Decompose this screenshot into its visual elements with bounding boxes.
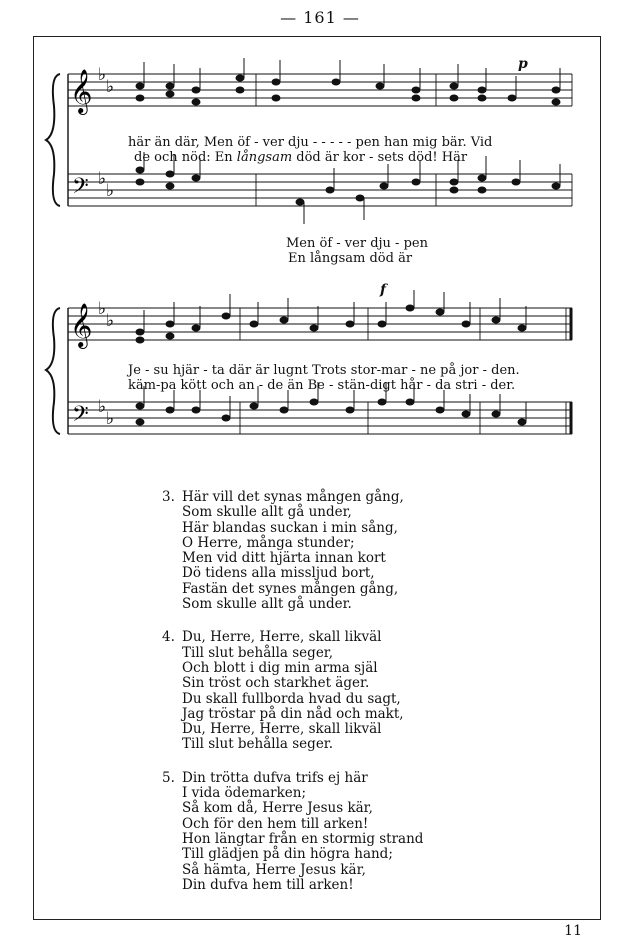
signature-mark: 11 xyxy=(564,923,582,939)
bass-clef-icon: 𝄢 xyxy=(72,174,89,204)
verse-line: Så kom då, Herre Jesus kär, xyxy=(182,800,373,817)
svg-text:♭: ♭ xyxy=(106,409,115,429)
svg-text:♭: ♭ xyxy=(106,181,115,201)
key-signature-icon xyxy=(98,65,114,201)
verse-line: Som skulle allt gå under. xyxy=(182,596,352,613)
verse-line: Jag tröstar på din nåd och makt, xyxy=(182,705,404,722)
verse-number: 3. xyxy=(162,489,175,505)
treble-clef-icon: 𝄞 xyxy=(70,303,93,347)
music-system-2 xyxy=(0,282,640,520)
verse-number: 5. xyxy=(162,769,175,786)
verse-number: 4. xyxy=(162,629,175,646)
svg-text:♭: ♭ xyxy=(98,299,107,319)
lyrics-system2-line1: Je - su hjär - ta där är lugnt Trots stor-mar - ne på jor - den. xyxy=(128,363,520,378)
verse-line: Men vid ditt hjärta innan kort xyxy=(182,550,386,567)
verse-line: Och för den hem till arken! xyxy=(182,815,369,832)
verse-line: I vida ödemarken; xyxy=(182,785,307,802)
verse-line: Till slut behålla seger, xyxy=(182,644,334,661)
verse-line: Här blandas suckan i min sång, xyxy=(182,519,398,536)
bass-clef-icon: 𝄢 xyxy=(72,402,89,432)
page-number: — 161 — xyxy=(280,8,360,27)
verse-line: Här vill det synas mången gång, xyxy=(182,489,404,505)
bass-notes xyxy=(136,167,561,206)
key-signature-icon xyxy=(98,299,114,429)
verse-4 xyxy=(162,629,423,753)
svg-text:♭: ♭ xyxy=(106,311,115,331)
lyrics-system1-bass-line1: Men öf - ver dju - pen xyxy=(286,236,428,251)
verse-line: Fastän det synes mången gång, xyxy=(182,580,399,597)
lyrics-system1-line2: de och nöd: En långsam död är kor - sets död! Här xyxy=(134,150,468,165)
verse-line: Du skall fullborda hvad du sagt, xyxy=(182,690,401,707)
lyrics-system1-bass-line2: En långsam död är xyxy=(288,251,413,266)
dynamic-forte: f xyxy=(380,282,387,298)
svg-text:♭: ♭ xyxy=(98,169,107,189)
verses-block xyxy=(162,489,424,908)
verse-line: Du, Herre, Herre, skall likväl xyxy=(182,629,382,646)
verse-line: Din trötta dufva trifs ej här xyxy=(182,769,368,786)
verse-line: Din dufva hem till arken! xyxy=(182,876,354,893)
verse-5 xyxy=(162,769,424,893)
lyrics-system1-line1: här än där, Men öf - ver dju - - - - - pen han mig bär. Vid xyxy=(128,135,493,150)
svg-text:♭: ♭ xyxy=(106,77,115,97)
verse-line: O Herre, många stunder; xyxy=(182,534,355,551)
verse-line: Så hämta, Herre Jesus kär, xyxy=(182,861,366,878)
treble-clef-icon: 𝄞 xyxy=(70,69,93,113)
verse-line: Och blott i dig min arma själ xyxy=(182,659,378,676)
verse-3 xyxy=(162,489,423,613)
lyrics-system2-line2: käm-pa kött och an - de än Be - stän-digt hår - da stri - der. xyxy=(128,378,516,393)
verse-line: Hon längtar från en stormig strand xyxy=(182,830,424,847)
dynamic-piano: p xyxy=(518,56,528,72)
music-system-1 xyxy=(0,56,640,286)
svg-text:♭: ♭ xyxy=(98,65,107,85)
verse-line: Sin tröst och starkhet äger. xyxy=(182,675,370,692)
svg-text:♭: ♭ xyxy=(98,397,107,417)
verse-line: Du, Herre, Herre, skall likväl xyxy=(182,721,382,738)
verse-line: Till slut behålla seger. xyxy=(182,736,334,753)
verse-line: Som skulle allt gå under, xyxy=(182,504,352,521)
bass-notes xyxy=(136,399,527,426)
verse-line: Dö tidens alla missljud bort, xyxy=(182,565,375,582)
verse-line: Till glädjen på din högra hand; xyxy=(182,846,393,863)
